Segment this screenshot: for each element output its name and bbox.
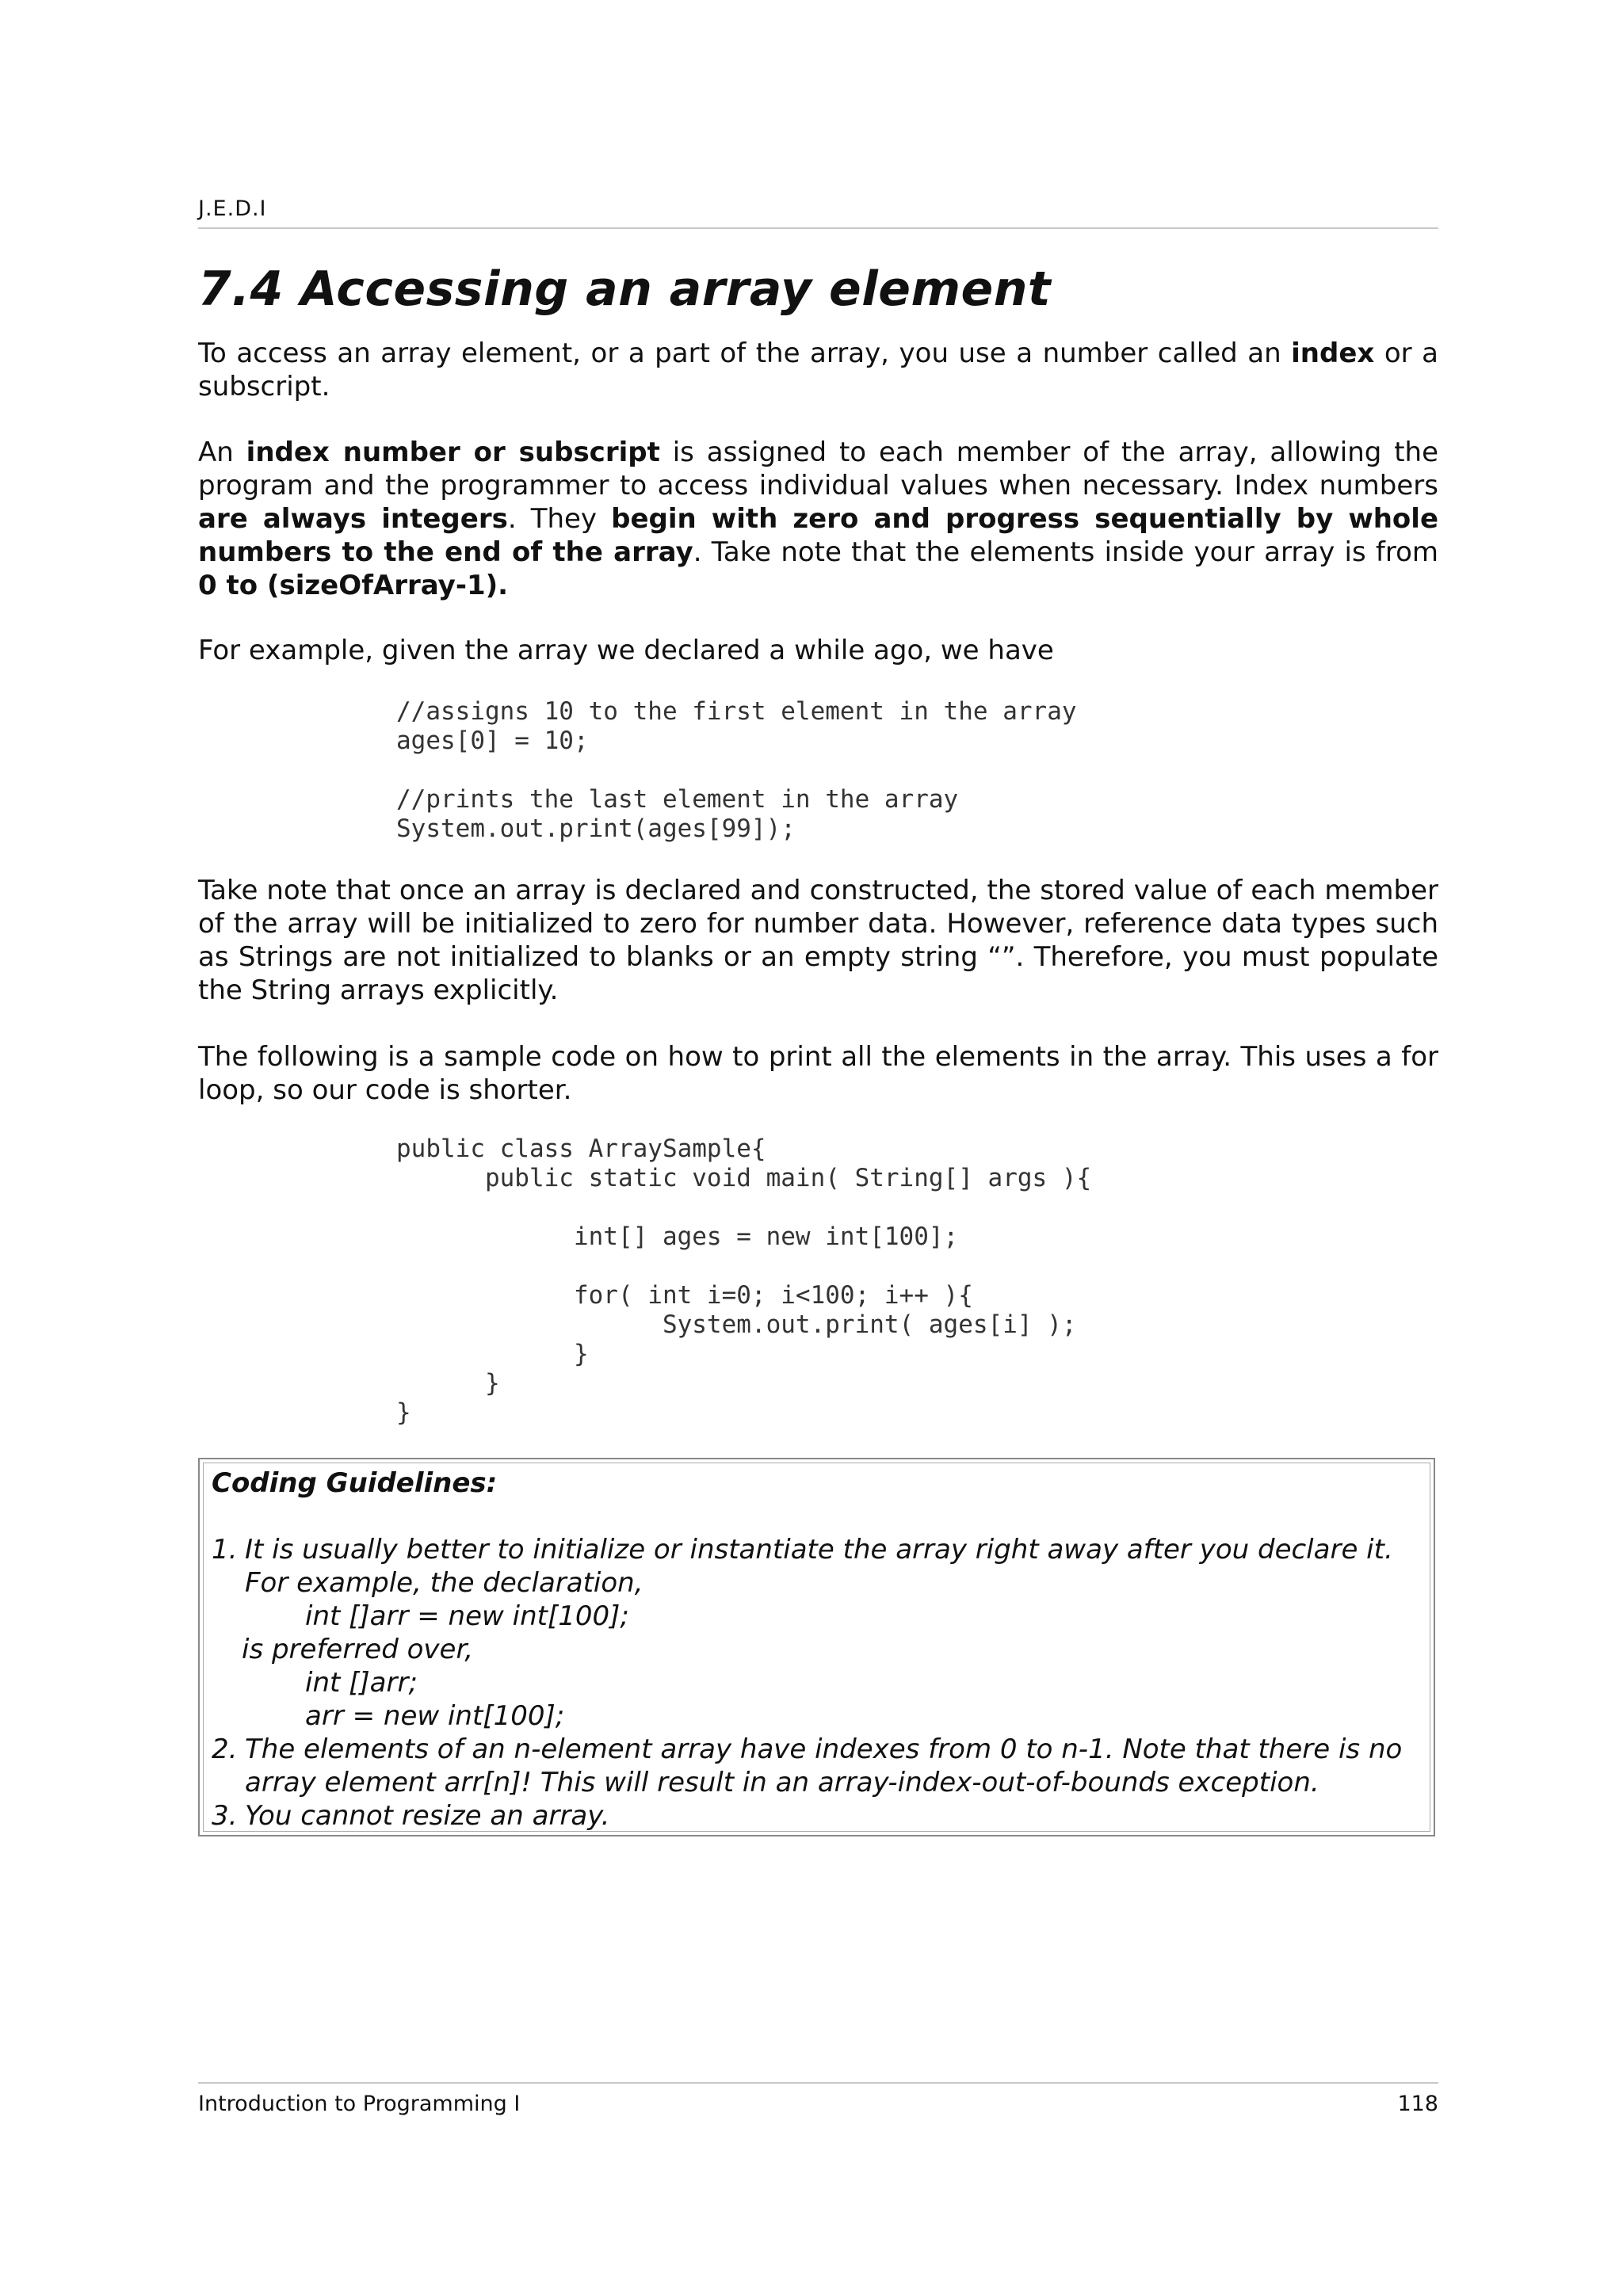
- paragraph-example-intro: For example, given the array we declared a while ago, we have: [198, 635, 1054, 666]
- bold-term: begin with zero and progress sequentially by whole numbers to the end of the array: [198, 503, 1439, 568]
- guideline-item-2: [212, 1733, 1422, 1799]
- guideline-item-3: [212, 1799, 1422, 1833]
- running-title: J.E.D.I: [198, 196, 267, 221]
- paragraph-index-number: [198, 436, 1438, 602]
- footer-page-number: 118: [1397, 2092, 1438, 2116]
- guideline-line: is preferred over,: [242, 1634, 474, 1665]
- page-footer: [198, 2082, 1438, 2116]
- guideline-line: It is usually better to initialize or instantiate the array right away after you declare it.: [245, 1534, 1393, 1566]
- guideline-number: 1.: [212, 1534, 238, 1566]
- text-run: . They: [507, 503, 612, 535]
- code-block-array-sample: public class ArraySample{ public static void main( String[] args ){ int[] ages = new int[100]; for( int i=0; i<100; i++ ){ System.out.print( ages[i] ); } } }: [396, 1135, 1092, 1427]
- guideline-line: array element arr[n]! This will result in an array-index-out-of-bounds exception.: [245, 1767, 1319, 1798]
- code-block-array-access: //assigns 10 to the first element in the array ages[0] = 10; //prints the last element in the array System.out.print(ages[99]);: [396, 697, 1077, 843]
- paragraph-index-intro: [198, 337, 1438, 403]
- guideline-code-line: int []arr = new int[100];: [305, 1600, 629, 1632]
- guideline-line: You cannot resize an array.: [245, 1800, 610, 1832]
- bold-term: 0 to (sizeOfArray-1).: [198, 570, 509, 601]
- bold-term-index: index: [1291, 338, 1375, 369]
- guideline-code-line: int []arr;: [305, 1667, 418, 1699]
- bold-term: index number or subscript: [246, 437, 660, 468]
- paragraph-initialization-note: Take note that once an array is declared and constructed, the stored value of each member of the array will be initialized to zero for number data. However, reference data types such as Strings are not initialized to blanks or an empty string “”. Therefore, you must populate the String arrays explicitly.: [198, 875, 1438, 1006]
- guideline-line: The elements of an n-element array have indexes from 0 to n-1. Note that there is no: [245, 1733, 1403, 1765]
- guideline-item-1: [212, 1533, 1422, 1733]
- footer-book-title: Introduction to Programming I: [198, 2092, 521, 2116]
- text-run: An: [198, 437, 246, 468]
- guideline-number: 2.: [212, 1733, 238, 1765]
- guidelines-title: Coding Guidelines:: [212, 1467, 498, 1499]
- coding-guidelines-box: [198, 1458, 1435, 1836]
- running-header: [198, 196, 1438, 229]
- guideline-number: 3.: [212, 1800, 238, 1832]
- text-run: To access an array element, or a part of the array, you use a number called an: [198, 338, 1292, 369]
- text-run: or a subscript.: [198, 338, 1438, 402]
- guideline-line: For example, the declaration,: [245, 1567, 643, 1599]
- paragraph-sample-intro: The following is a sample code on how to print all the elements in the array. This uses a for loop, so our code is shorter.: [198, 1041, 1438, 1106]
- text-run: . Take note that the elements inside your array is from: [693, 536, 1439, 568]
- guideline-code-line: arr = new int[100];: [305, 1700, 565, 1732]
- bold-term: are always integers: [198, 503, 508, 535]
- text-run: is assigned to each member of the array, allowing the program and the programmer to access individual values when necessary. Index numbers: [198, 437, 1438, 502]
- section-title: 7.4 Accessing an array element: [198, 261, 1052, 317]
